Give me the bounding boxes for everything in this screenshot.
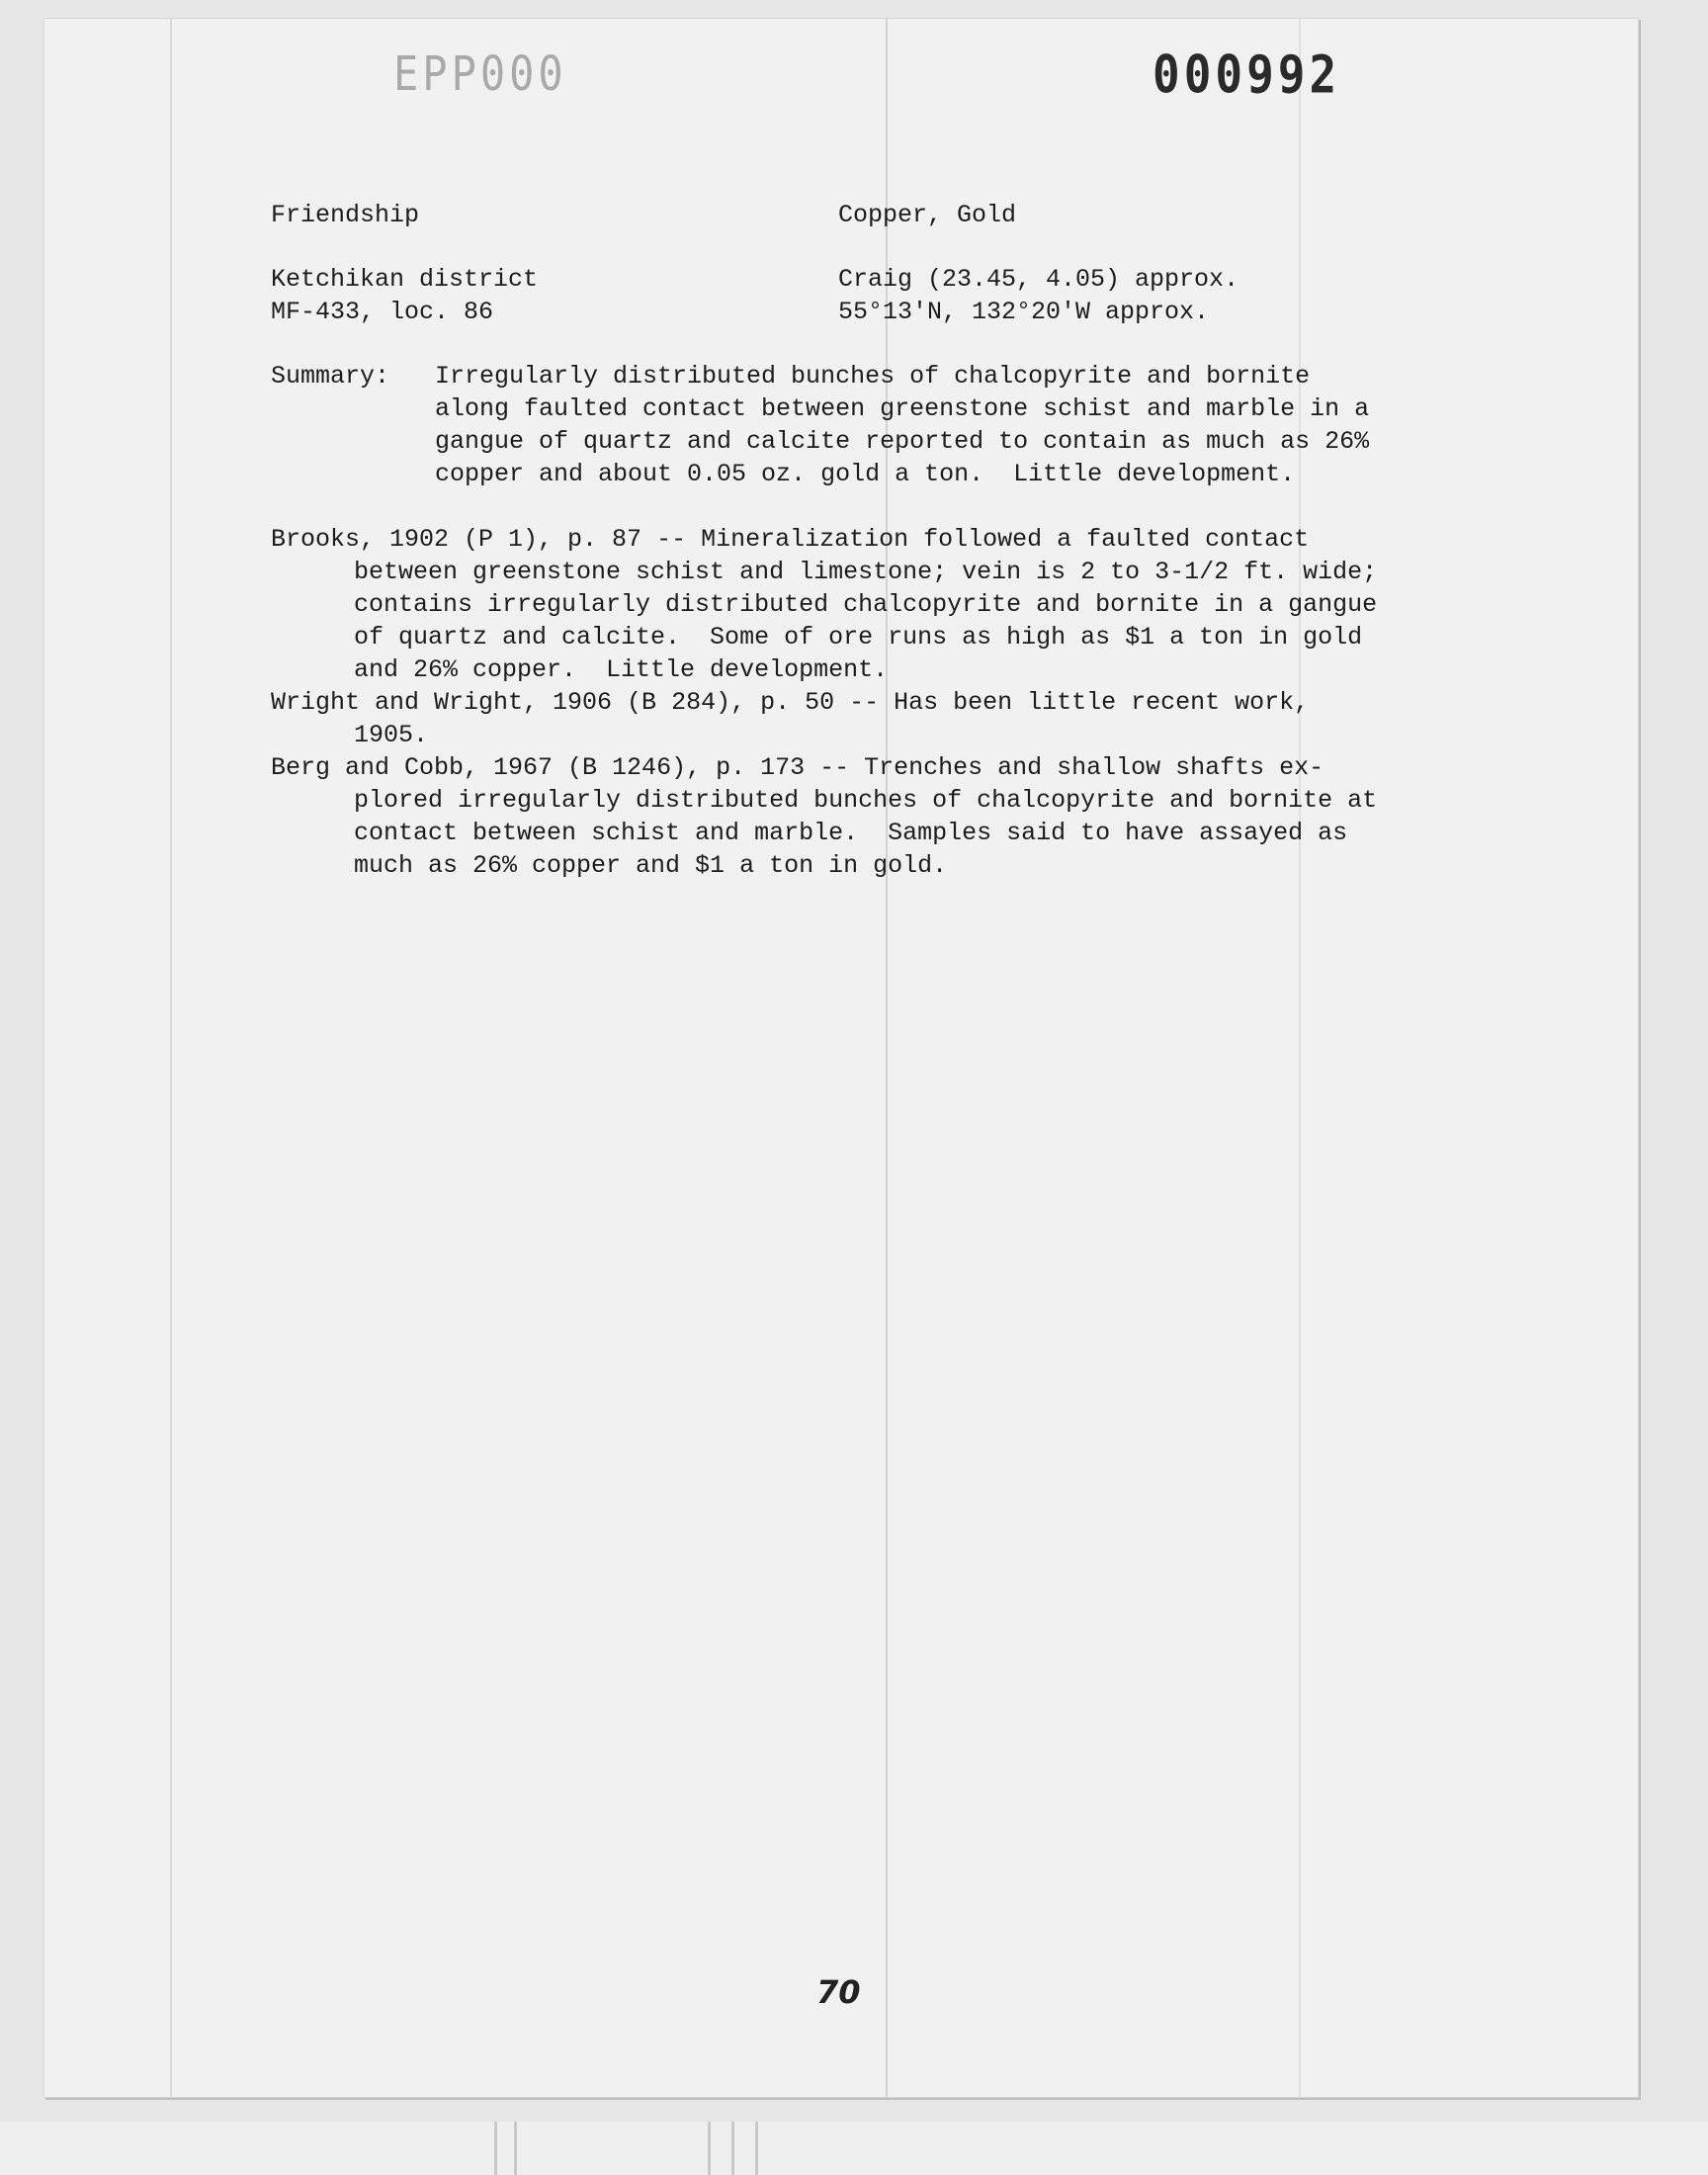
reference-line: Berg and Cobb, 1967 (B 1246), p. 173 -- Trenches and shallow shafts ex-	[271, 753, 1324, 782]
scan-fold-line	[1299, 18, 1301, 2098]
scanner-mark	[731, 2122, 734, 2175]
scan-fold-line	[170, 18, 172, 2098]
reference-line: much as 26% copper and $1 a ton in gold.	[354, 851, 948, 880]
reference-line: and 26% copper. Little development.	[354, 655, 889, 684]
faded-stamp-number: EPP000	[393, 45, 567, 102]
reference-line: 1905.	[354, 721, 429, 749]
reference-line: plored irregularly distributed bunches of chalcopyrite and bornite at	[354, 786, 1378, 815]
lat-long: 55°13'N, 132°20'W approx.	[838, 298, 1210, 326]
reference-line: Wright and Wright, 1906 (B 284), p. 50 -- Has been little recent work,	[271, 688, 1310, 717]
page-number: 70	[816, 1973, 861, 2011]
document-number-stamp: 000992	[1153, 43, 1341, 106]
reference-line: of quartz and calcite. Some of ore runs as high as $1 a ton in gold	[354, 623, 1363, 652]
scanner-edge-strip	[0, 2122, 1708, 2175]
district: Ketchikan district	[271, 265, 539, 294]
scan-fold-line	[886, 18, 888, 2098]
reference-line: Brooks, 1902 (P 1), p. 87 -- Mineralization followed a faulted contact	[271, 525, 1310, 554]
summary-label: Summary:	[271, 362, 390, 391]
scanned-page	[43, 18, 1639, 2098]
summary-line: copper and about 0.05 oz. gold a ton. Little development.	[435, 460, 1296, 488]
reference-line: contact between schist and marble. Samples said to have assayed as	[354, 819, 1348, 847]
scanner-mark	[494, 2122, 497, 2175]
scanner-mark	[514, 2122, 517, 2175]
summary-line: gangue of quartz and calcite reported to contain as much as 26%	[435, 427, 1370, 456]
reference-line: between greenstone schist and limestone; vein is 2 to 3-1/2 ft. wide;	[354, 558, 1378, 586]
reference-line: contains irregularly distributed chalcopyrite and bornite in a gangue	[354, 590, 1378, 619]
scanner-mark	[708, 2122, 711, 2175]
summary-line: along faulted contact between greenstone schist and marble in a	[435, 394, 1370, 423]
quad-coordinates: Craig (23.45, 4.05) approx.	[838, 265, 1239, 294]
scanner-mark	[755, 2122, 758, 2175]
commodities: Copper, Gold	[838, 201, 1017, 229]
map-reference: MF-433, loc. 86	[271, 298, 494, 326]
mine-name: Friendship	[271, 201, 420, 229]
summary-line: Irregularly distributed bunches of chalcopyrite and bornite	[435, 362, 1311, 391]
